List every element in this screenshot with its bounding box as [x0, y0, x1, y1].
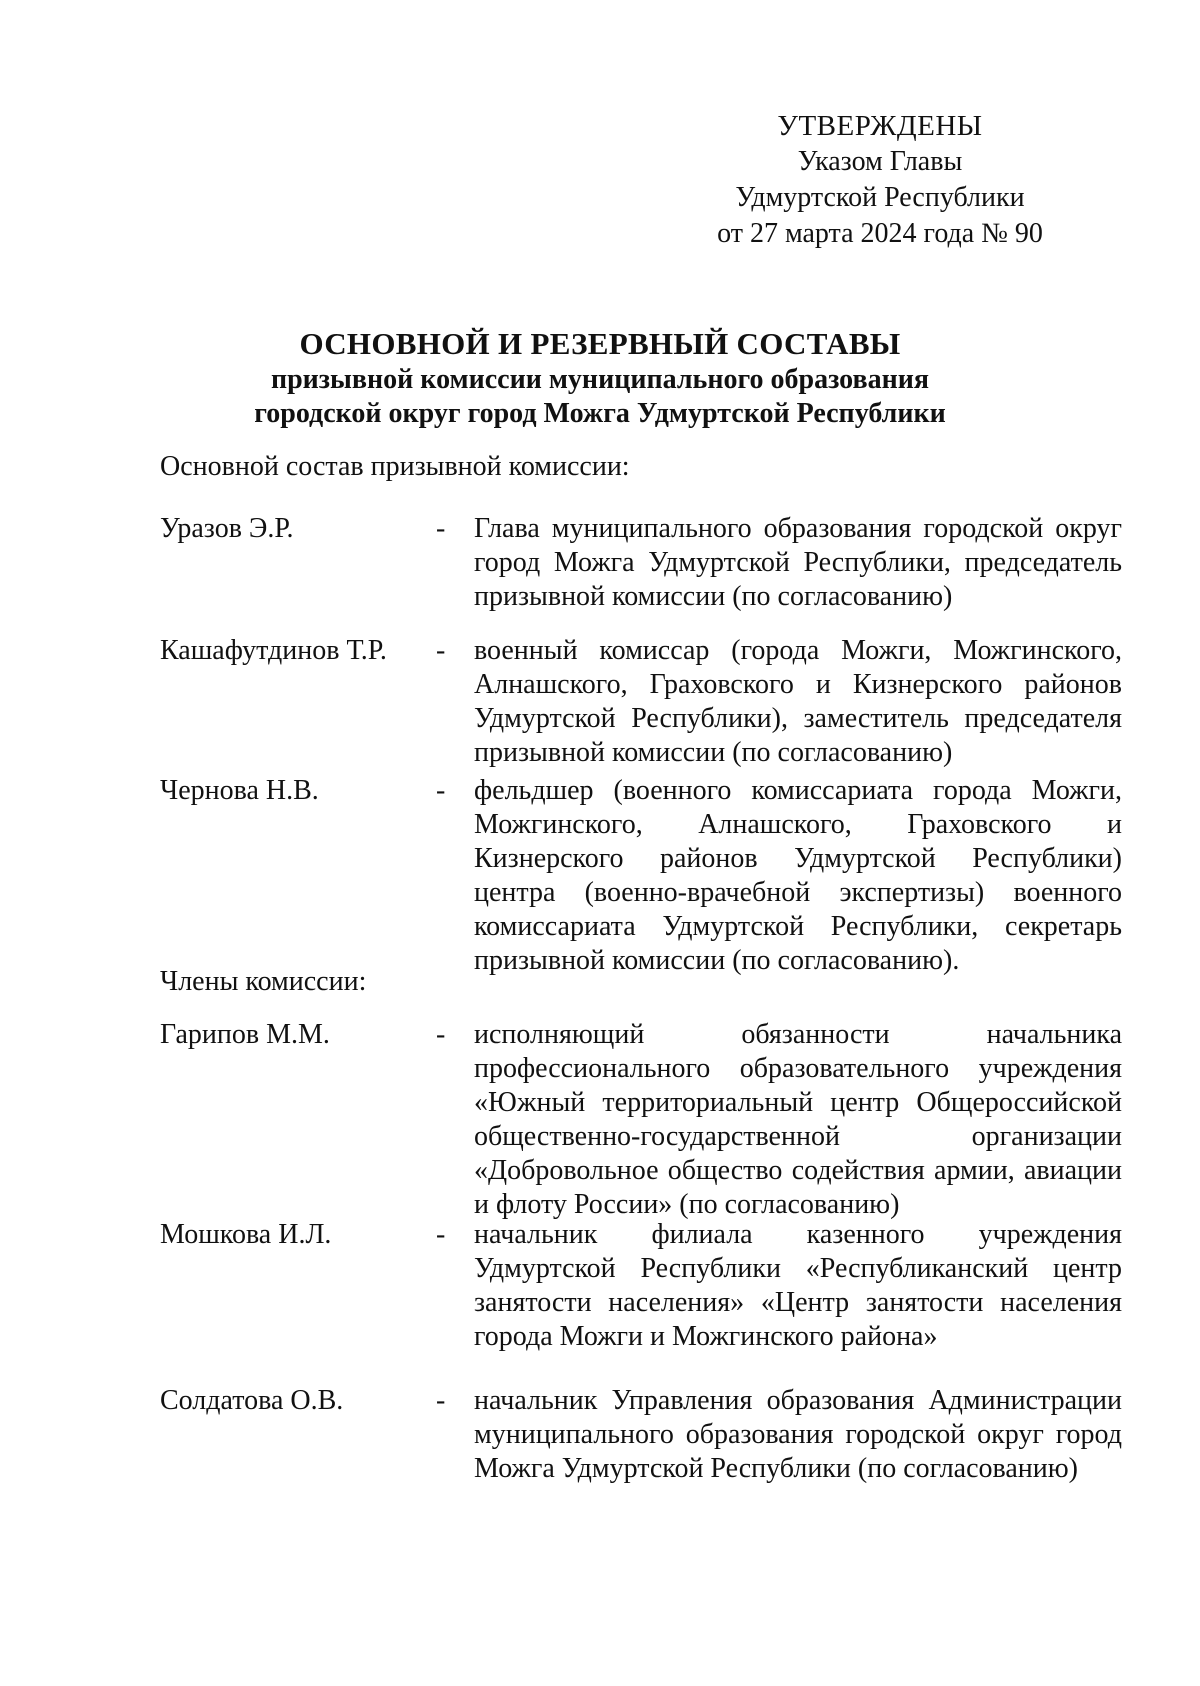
description-line: муниципального образования городской округ город [474, 1419, 1122, 1450]
dash-separator: - [436, 513, 446, 544]
description-line: Глава муниципального образования городской округ [474, 513, 1122, 544]
description-line: Удмуртской Республики «Республиканский центр [474, 1253, 1122, 1284]
dash-separator: - [436, 1385, 446, 1416]
description-line: Удмуртской Республики), заместитель председателя [474, 703, 1122, 734]
description-line: «Южный территориальный центр Общероссийской [474, 1087, 1122, 1118]
description-line: общественно-государственной организации [474, 1121, 1122, 1152]
description-line: профессионального образовательного учреждения [474, 1053, 1122, 1084]
description-line: исполняющий обязанности начальника [474, 1019, 1122, 1050]
description-line: и флоту России» (по согласованию) [474, 1189, 900, 1220]
description-line: комиссариата Удмуртской Республики, секретарь [474, 911, 1122, 942]
description-line: город Можга Удмуртской Республики, председатель [474, 547, 1122, 578]
description-line: Можга Удмуртской Республики (по согласованию) [474, 1453, 1079, 1484]
member-description [474, 1218, 1122, 1354]
approval-line-date: от 27 марта 2024 года № 90 [717, 218, 1043, 249]
dash-separator: - [436, 635, 446, 666]
approval-line-approved: УТВЕРЖДЕНЫ [777, 110, 983, 142]
description-line: фельдшер (военного комиссариата города Можги, [474, 775, 1122, 806]
description-line: Можгинского, Алнашского, Граховского и [474, 809, 1122, 840]
approval-stamp [700, 108, 1060, 252]
member-description [474, 774, 1122, 978]
approval-line-republic: Удмуртской Республики [735, 182, 1025, 213]
members-label: Члены комиссии: [160, 966, 367, 997]
member-name: Гарипов М.М. [160, 1019, 330, 1050]
member-description [474, 1018, 1122, 1222]
member-name: Уразов Э.Р. [160, 513, 294, 544]
description-line: начальник филиала казенного учреждения [474, 1219, 1122, 1250]
member-description [474, 634, 1122, 770]
main-composition-label: Основной состав призывной комиссии: [160, 451, 630, 482]
description-line: начальник Управления образования Администрации [474, 1385, 1122, 1416]
approval-line-decree: Указом Главы [797, 146, 963, 177]
description-line: «Добровольное общество содействия армии, авиации [474, 1155, 1122, 1186]
member-name: Мошкова И.Л. [160, 1219, 332, 1250]
document-subtitle-line-2: городской округ город Можга Удмуртской Республики [254, 398, 946, 429]
member-description [474, 1384, 1122, 1486]
member-description [474, 512, 1122, 614]
document-subtitle-line-1: призывной комиссии муниципального образования [270, 364, 930, 395]
document-title: ОСНОВНОЙ И РЕЗЕРВНЫЙ СОСТАВЫ [299, 326, 901, 361]
member-name: Чернова Н.В. [160, 775, 319, 806]
description-line: призывной комиссии (по согласованию) [474, 581, 953, 612]
dash-separator: - [436, 1019, 446, 1050]
description-line: занятости населения» «Центр занятости населения [474, 1287, 1122, 1318]
description-line: города Можги и Можгинского района» [474, 1321, 938, 1352]
member-name: Солдатова О.В. [160, 1385, 344, 1416]
document-heading [150, 325, 1050, 431]
description-line: призывной комиссии (по согласованию). [474, 945, 960, 976]
description-line: призывной комиссии (по согласованию) [474, 737, 953, 768]
description-line: Алнашского, Граховского и Кизнерского районов [474, 669, 1122, 700]
dash-separator: - [436, 1219, 446, 1250]
description-line: военный комиссар (города Можги, Можгинского, [474, 635, 1122, 666]
dash-separator: - [436, 775, 446, 806]
description-line: Кизнерского районов Удмуртской Республики) [474, 843, 1122, 874]
description-line: центра (военно-врачебной экспертизы) военного [474, 877, 1122, 908]
member-name: Кашафутдинов Т.Р. [160, 635, 387, 666]
